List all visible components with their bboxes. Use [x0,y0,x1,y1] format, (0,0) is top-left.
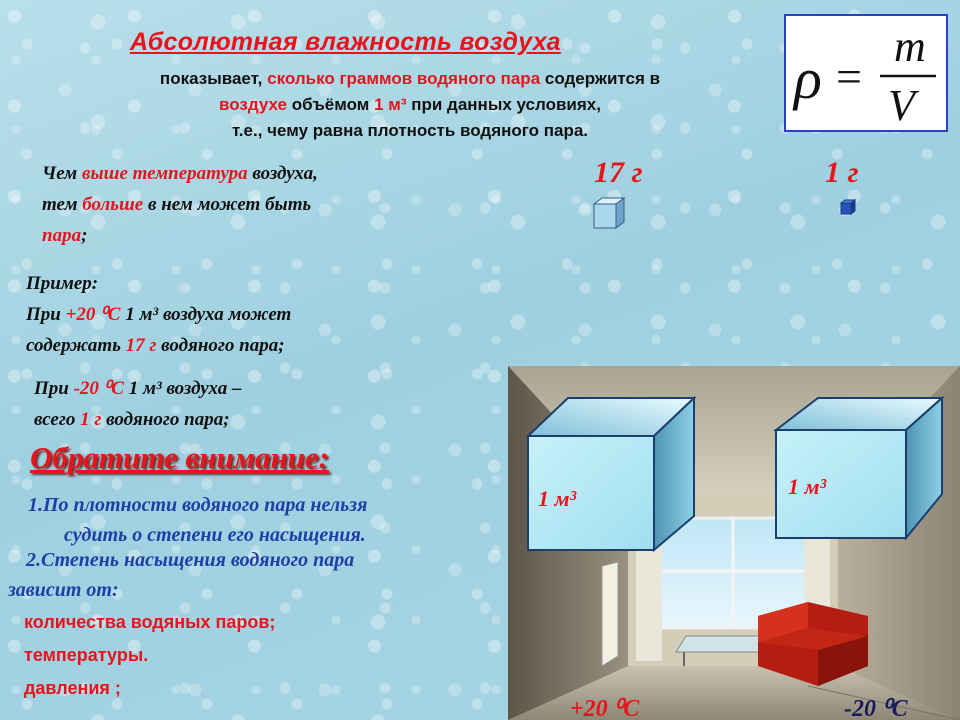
slide-title: Абсолютная влажность воздуха [130,28,561,56]
cold-cube-volume-label: 1 м³ [788,474,827,499]
attention-heading: Обратите внимание: [30,440,329,475]
warm-cube-volume-label: 1 м³ [538,486,577,511]
door [602,562,618,666]
factor-list [24,606,275,705]
warm-temperature-label: +20 ⁰С [570,696,640,720]
small-cube-icon [838,198,858,216]
cold-grams-label: 1 г [825,156,859,189]
note-1-line-1: 1.По плотности водяного пара нельзя [28,494,368,516]
cold-air-cube [776,398,942,538]
formula-mass: m [894,22,926,71]
intro-line-3: т.е., чему равна плотность водяного пара. [231,121,589,140]
note-2-line-2: зависит от: [8,579,119,601]
warm-grams-label: 17 г [594,156,643,189]
room-illustration [508,366,960,720]
note-2-line-1: 2.Степень насыщения водяного пара [26,549,355,571]
intro-line-2: воздухе объёмом 1 м³ при данных условиях, [219,95,601,114]
temperature-rule: Чем выше температура воздуха, тем больше в нем может быть пара; [42,163,318,246]
formula-rho: ρ [794,46,822,111]
factor-item: количества водяных паров; [24,612,276,632]
note-1-line-2: судить о степени его насыщения. [64,524,366,546]
cold-temperature-label: -20 ⁰С [844,696,908,720]
example-block-cold: При -20 ⁰С 1 м³ воздуха – всего 1 г водяного пара; [34,378,242,430]
factor-item: давления ; [24,678,121,698]
intro-text [40,66,780,144]
formula-volume: V [888,81,915,130]
formula-equals: = [836,51,862,102]
factor-item: температуры. [24,645,149,665]
large-cube-icon [588,196,628,234]
density-formula [784,14,948,132]
example-block: Пример: При +20 ⁰С 1 м³ воздуха может содержать 17 г водяного пара; [26,273,292,356]
intro-line-1: показывает, сколько граммов водяного пара содержится в [159,69,661,88]
warm-air-cube [528,398,694,550]
